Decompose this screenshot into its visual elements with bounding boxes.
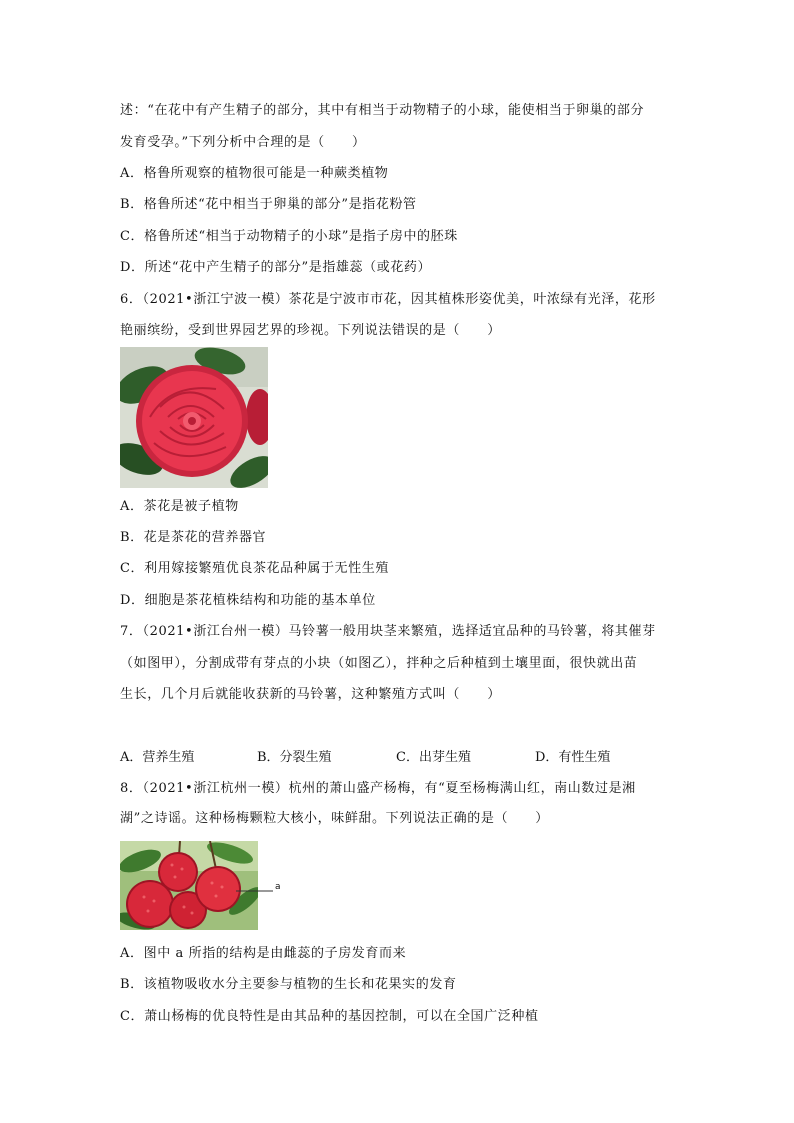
q5-option-c: C．格鲁所述“相当于动物精子的小球”是指子房中的胚珠 [120,229,458,244]
q6-stem-line1: 6．（2021•浙江宁波一模）茶花是宁波市市花，因其植株形姿优美，叶浓绿有光泽，花形 [120,292,656,307]
label-a: a [275,882,281,892]
q5-stem-line1: 述：“在花中有产生精子的部分，其中有相当于动物精子的小球，能使相当于卵巢的部分 [120,103,645,118]
q7-options-row [120,749,680,767]
q6-option-a: A．茶花是被子植物 [120,499,239,514]
q6-option-b: B．花是茶花的营养器官 [120,530,267,545]
q7-option-a: A．营养生殖 [120,750,195,765]
q6-option-c: C．利用嫁接繁殖优良茶花品种属于无性生殖 [120,561,389,576]
q7-option-b: B．分裂生殖 [257,750,332,765]
q7-stem-line1: 7．（2021•浙江台州一模）马铃薯一般用块茎来繁殖，选择适宜品种的马铃薯，将其催芽 [120,624,656,639]
q5-option-d: D．所述“花中产生精子的部分”是指雄蕊（或花药） [120,260,432,275]
q6-stem-line2: 艳丽缤纷，受到世界园艺界的珍视。下列说法错误的是（ ） [120,323,501,338]
q5-stem-line2: 发育受孕。”下列分析中合理的是（ ） [120,135,366,150]
q7-stem-line3: 生长，几个月后就能收获新的马铃薯，这种繁殖方式叫（ ） [120,687,501,702]
q7-stem-line2: （如图甲），分割成带有芽点的小块（如图乙），拌种之后种植到土壤里面，很快就出苗 [120,656,638,671]
q8-option-b: B．该植物吸收水分主要参与植物的生长和花果实的发育 [120,977,457,992]
q7-option-c: C．出芽生殖 [396,750,471,765]
q5-option-b: B．格鲁所述“花中相当于卵巢的部分”是指花粉管 [120,197,417,212]
q8-stem-line1: 8．（2021•浙江杭州一模）杭州的萧山盛产杨梅，有“夏至杨梅满山红，南山数过是湘 [120,781,636,796]
label-a-pointer-line [236,884,276,900]
q7-option-d: D．有性生殖 [535,750,611,765]
q8-option-a: A．图中 a 所指的结构是由雌蕊的子房发育而来 [120,946,407,961]
q8-option-c: C．萧山杨梅的优良特性是由其品种的基因控制，可以在全国广泛种植 [120,1009,539,1024]
q8-stem-line2: 湖”之诗谣。这种杨梅颗粒大核小，味鲜甜。下列说法正确的是（ ） [120,811,549,826]
camellia-flower-illustration [120,347,268,488]
q5-option-a: A．格鲁所观察的植物很可能是一种蕨类植物 [120,166,389,181]
camellia-image [120,347,268,488]
q6-option-d: D．细胞是茶花植株结构和功能的基本单位 [120,593,376,608]
